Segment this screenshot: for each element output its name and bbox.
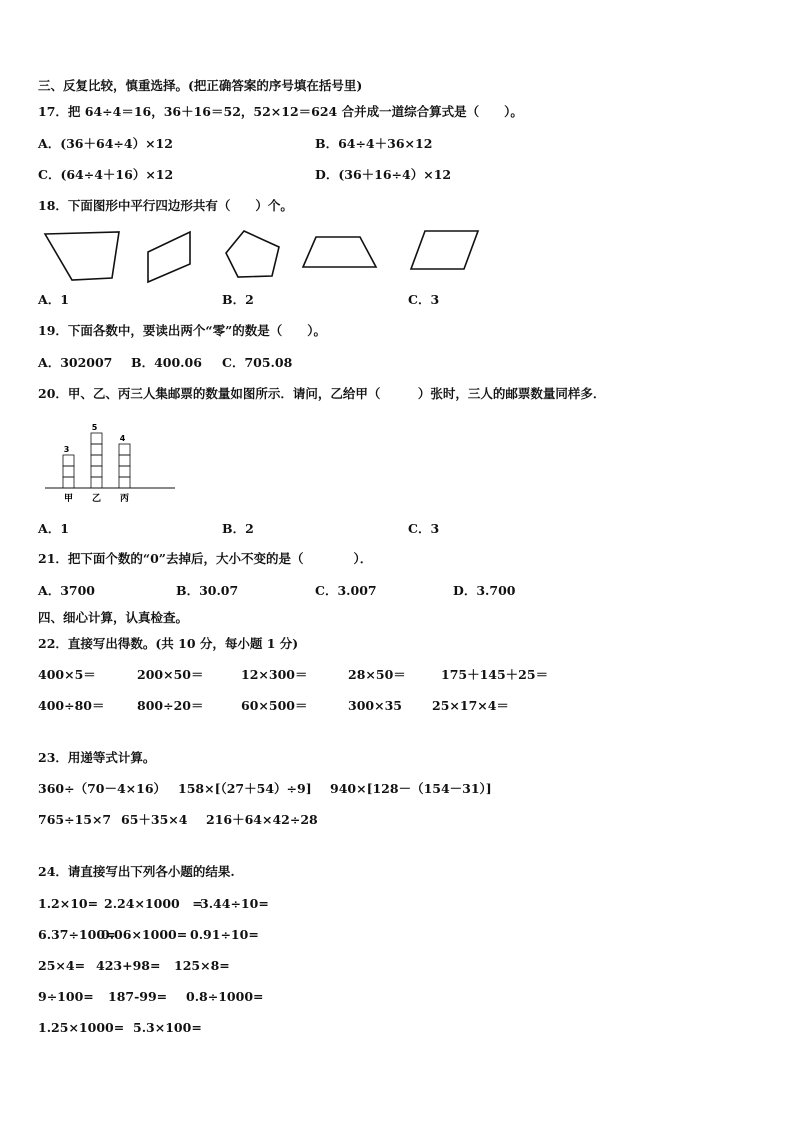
question-19: 19．下面各数中，要读出两个“零”的数是（ ）。 xyxy=(38,323,327,338)
q19-option-c[interactable]: C．705.08 xyxy=(222,355,293,370)
q17-option-d[interactable]: D．(36＋16÷4）×12 xyxy=(315,167,452,182)
section-3-heading: 三、反复比较，慎重选择。(把正确答案的序号填在括号里) xyxy=(38,78,363,93)
q17-option-a[interactable]: A．(36＋64÷4）×12 xyxy=(38,136,173,151)
parallelogram-icon xyxy=(411,231,478,269)
q21-option-c[interactable]: C．3.007 xyxy=(315,583,377,598)
q20-option-c[interactable]: C．3 xyxy=(408,521,440,536)
q22-item[interactable]: 400×5＝ xyxy=(38,667,96,682)
section-4-heading: 四、细心计算，认真检查。 xyxy=(38,610,189,625)
q21-option-b[interactable]: B．30.07 xyxy=(176,583,239,598)
q18-option-a[interactable]: A．1 xyxy=(38,292,69,307)
stamp-cell xyxy=(63,466,74,477)
stamp-cell xyxy=(91,455,102,466)
stamp-cell xyxy=(63,477,74,488)
q18-option-c[interactable]: C．3 xyxy=(408,292,440,307)
q22-item[interactable]: 60×500＝ xyxy=(241,698,308,713)
stamp-cell xyxy=(119,444,130,455)
q19-option-a[interactable]: A．302007 xyxy=(38,355,113,370)
q24-item[interactable]: 1.25×1000= xyxy=(38,1020,125,1035)
q24-item[interactable]: 187-99= xyxy=(108,989,168,1004)
q19-option-b[interactable]: B．400.06 xyxy=(131,355,202,370)
question-20: 20．甲、乙、丙三人集邮票的数量如图所示．请问，乙给甲（ ）张时，三人的邮票数量同样多． xyxy=(38,386,606,401)
stack-count-label: 4 xyxy=(119,434,126,443)
question-24: 24．请直接写出下列各小题的结果. xyxy=(38,864,235,879)
stamp-cell xyxy=(119,466,130,477)
q22-item[interactable]: 800÷20＝ xyxy=(137,698,204,713)
stamp-cell xyxy=(63,455,74,466)
q18-shapes-figure xyxy=(0,222,794,282)
q22-item[interactable]: 25×17×4＝ xyxy=(432,698,509,713)
question-17: 17．把 64÷4＝16，36＋16＝52，52×12＝624 合并成一道综合算式是（ ）。 xyxy=(38,104,523,119)
pentagon-icon xyxy=(226,231,279,277)
stamp-cell xyxy=(91,433,102,444)
stamp-cell xyxy=(91,477,102,488)
q23-item[interactable]: 360÷（70－4×16） xyxy=(38,781,167,796)
stamp-cell xyxy=(91,466,102,477)
q24-item[interactable]: 3.44÷10= xyxy=(200,896,269,911)
q24-item[interactable]: 0.91÷10= xyxy=(190,927,259,942)
stack-count-label: 5 xyxy=(91,423,98,432)
q24-item[interactable]: 2.24×1000 = xyxy=(104,896,203,911)
q17-option-c[interactable]: C．(64÷4＋16）×12 xyxy=(38,167,174,182)
q23-item[interactable]: 65＋35×4 xyxy=(121,812,188,827)
question-23: 23．用递等式计算。 xyxy=(38,750,156,765)
person-name-label: 甲 xyxy=(63,494,74,504)
stamp-cell xyxy=(91,444,102,455)
q23-item[interactable]: 765÷15×7 xyxy=(38,812,112,827)
q22-item[interactable]: 300×35 xyxy=(348,698,402,713)
q21-option-d[interactable]: D．3.700 xyxy=(453,583,516,598)
person-name-label: 丙 xyxy=(119,494,130,504)
q23-item[interactable]: 216＋64×42÷28 xyxy=(206,812,318,827)
question-21: 21．把下面个数的“0”去掉后，大小不变的是（ ）． xyxy=(38,551,373,566)
q23-item[interactable]: 940×[128－（154－31）] xyxy=(330,781,492,796)
stack-count-label: 3 xyxy=(63,445,70,454)
q22-item[interactable]: 12×300＝ xyxy=(241,667,308,682)
q24-item[interactable]: 25×4= xyxy=(38,958,86,973)
q24-item[interactable]: 9÷100= xyxy=(38,989,94,1004)
question-22: 22．直接写出得数。(共 10 分，每小题 1 分) xyxy=(38,636,299,651)
q24-item[interactable]: 1.2×10= xyxy=(38,896,99,911)
q18-option-b[interactable]: B．2 xyxy=(222,292,254,307)
q24-item[interactable]: 0.06×1000= xyxy=(101,927,188,942)
q22-item[interactable]: 175＋145＋25＝ xyxy=(441,667,549,682)
trapezoid-icon xyxy=(303,237,376,267)
q22-item[interactable]: 200×50＝ xyxy=(137,667,204,682)
q24-item[interactable]: 0.8÷1000= xyxy=(186,989,264,1004)
q22-item[interactable]: 28×50＝ xyxy=(348,667,406,682)
q22-item[interactable]: 400÷80＝ xyxy=(38,698,105,713)
q24-item[interactable]: 5.3×100= xyxy=(133,1020,202,1035)
q24-item[interactable]: 6.37÷100= xyxy=(38,927,116,942)
q23-item[interactable]: 158×[（27＋54）÷9] xyxy=(178,781,312,796)
q17-option-b[interactable]: B．64÷4＋36×12 xyxy=(315,136,433,151)
q24-item[interactable]: 423+98= xyxy=(96,958,161,973)
quadrilateral-icon xyxy=(45,232,119,280)
parallelogram-icon xyxy=(148,232,190,282)
q20-option-a[interactable]: A．1 xyxy=(38,521,69,536)
q21-option-a[interactable]: A．3700 xyxy=(38,583,95,598)
stamp-cell xyxy=(119,477,130,488)
q20-option-b[interactable]: B．2 xyxy=(222,521,254,536)
stamp-cell xyxy=(119,455,130,466)
person-name-label: 乙 xyxy=(91,494,102,504)
question-18: 18．下面图形中平行四边形共有（ ）个。 xyxy=(38,198,293,213)
q24-item[interactable]: 125×8= xyxy=(174,958,230,973)
q20-stamp-chart xyxy=(30,410,230,510)
